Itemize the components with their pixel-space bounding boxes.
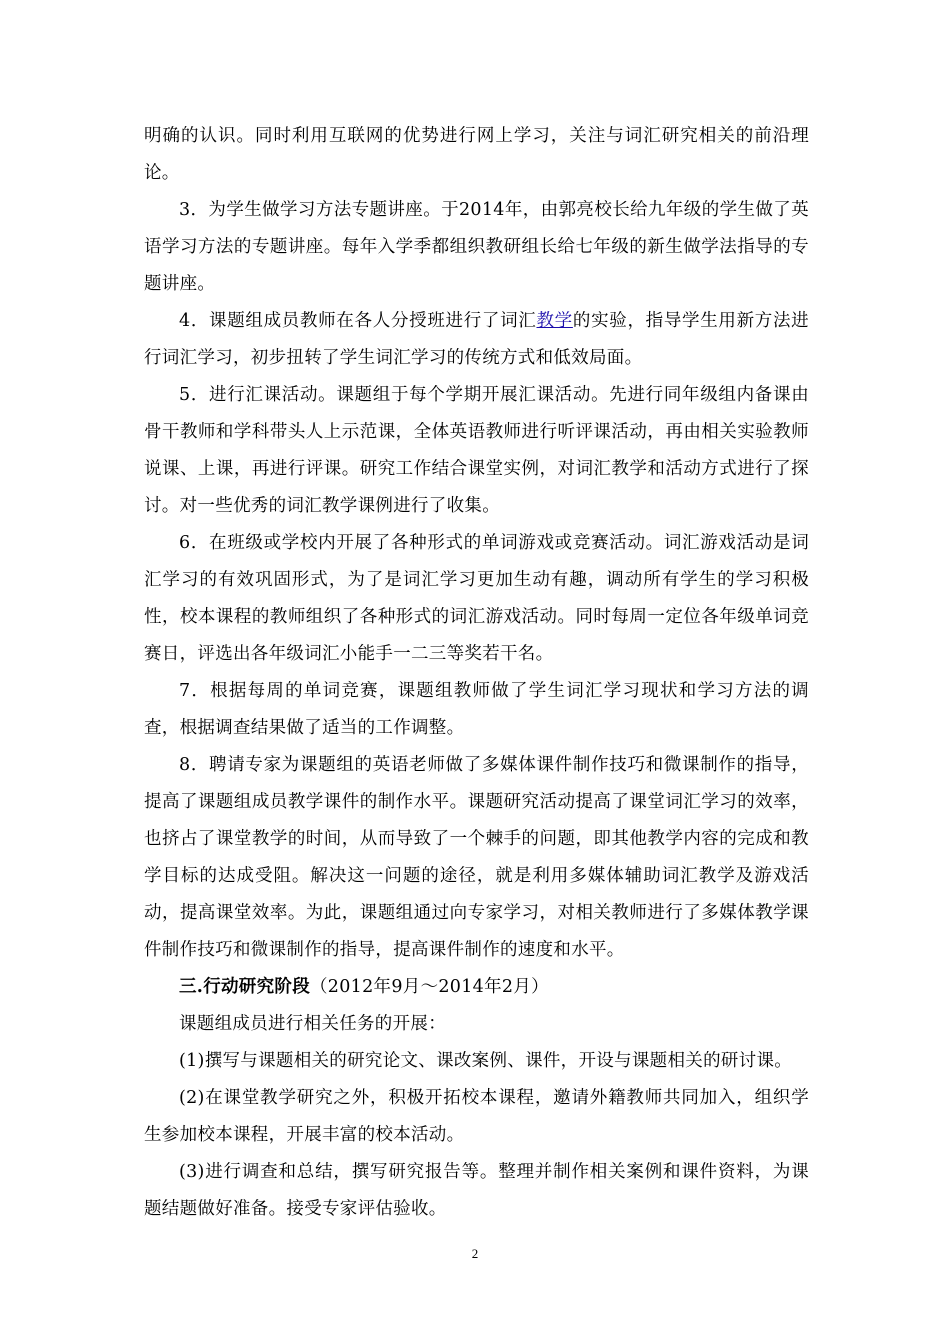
task-item-2: (2)在课堂教学研究之外，积极开拓校本课程，邀请外籍教师共同加入，组织学生参加校本课程，开展丰富的校本活动。 <box>144 1088 809 1145</box>
paragraph-item-4 <box>144 303 809 377</box>
task-item-3: (3)进行调查和总结，撰写研究报告等。整理并制作相关案例和课件资料，为课题结题做好准备。接受专家评估验收。 <box>144 1162 809 1219</box>
paragraph-item-4-text-after: 的实验，指导学生用新方法进行词汇学习，初步扭转了学生词汇学习的传统方式和低效局面。 <box>144 311 809 368</box>
page-number: 2 <box>471 1246 479 1261</box>
section-date: （2012年9月～2014年2月） <box>310 977 549 997</box>
paragraph-item-3: 3．为学生做学习方法专题讲座。于2014年，由郭亮校长给九年级的学生做了英语学习方法的专题讲座。每年入学季都组织教研组长给七年级的新生做学法指导的专题讲座。 <box>144 200 809 294</box>
paragraph-continuation: 明确的认识。同时利用互联网的优势进行网上学习，关注与词汇研究相关的前沿理论。 <box>144 126 809 183</box>
paragraph-item-5: 5．进行汇课活动。课题组于每个学期开展汇课活动。先进行同年级组内备课由骨干教师和学科带头人上示范课，全体英语教师进行听评课活动，再由相关实验教师说课、上课，再进行评课。研究工作结合课堂实例，对词汇教学和活动方式进行了探讨。对一些优秀的词汇教学课例进行了收集。 <box>144 385 809 516</box>
document-body <box>144 118 809 1228</box>
paragraph-item-8: 8．聘请专家为课题组的英语老师做了多媒体课件制作技巧和微课制作的指导，提高了课题组成员教学课件的制作水平。课题研究活动提高了课堂词汇学习的效率，也挤占了课堂教学的时间，从而导致了一个棘手的问题，即其他教学内容的完成和教学目标的达成受阻。解决这一问题的途径，就是利用多媒体辅助词汇教学及游戏活动，提高课堂效率。为此，课题组通过向专家学习，对相关教师进行了多媒体教学课件制作技巧和微课制作的指导，提高课件制作的速度和水平。 <box>144 755 809 960</box>
paragraph-item-6: 6．在班级或学校内开展了各种形式的单词游戏或竞赛活动。词汇游戏活动是词汇学习的有效巩固形式，为了是词汇学习更加生动有趣，调动所有学生的学习积极性，校本课程的教师组织了各种形式的词汇游戏活动。同时每周一定位各年级单词竞赛日，评选出各年级词汇小能手一二三等奖若干名。 <box>144 533 809 664</box>
section-title: 三.行动研究阶段 <box>179 977 310 997</box>
section-intro: 课题组成员进行相关任务的开展： <box>179 1014 446 1034</box>
paragraph-item-4-text-before: 4．课题组成员教师在各人分授班进行了词汇 <box>179 311 537 331</box>
paragraph-item-7: 7．根据每周的单词竞赛，课题组教师做了学生词汇学习现状和学习方法的调查，根据调查结果做了适当的工作调整。 <box>144 681 809 738</box>
task-item-1: (1)撰写与课题相关的研究论文、课改案例、课件，开设与课题相关的研讨课。 <box>179 1051 793 1071</box>
teaching-link[interactable]: 教学 <box>536 311 573 331</box>
section-heading <box>144 969 809 1006</box>
